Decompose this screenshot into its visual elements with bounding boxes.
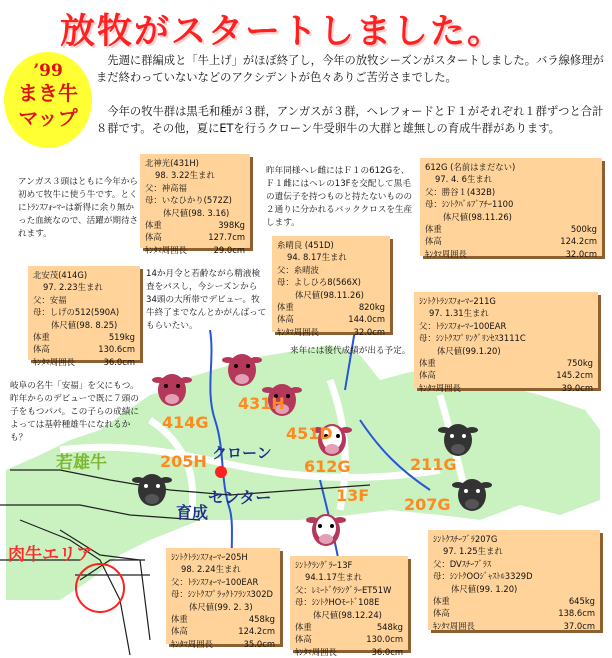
card-father: 父：ﾄﾗﾝｽﾌｫｰﾏｰ100EAR [419, 320, 507, 331]
card-13f [290, 556, 408, 657]
stat-label: 体高 [433, 608, 450, 619]
card-measure-date: 体尺値(98. 8.25) [51, 319, 118, 330]
stat-value: 144.0cm [348, 314, 385, 325]
card-414g [28, 266, 140, 367]
stat-value: 32.0cm [565, 248, 597, 259]
stat-value: 130.0cm [366, 634, 403, 645]
stat-label: 体重 [277, 302, 294, 313]
stat-label: ｷﾝﾀﾏ周囲長 [433, 620, 475, 631]
stat-label: ｷﾝﾀﾏ周囲長 [295, 646, 337, 657]
card-born: 97. 1.31生まれ [429, 308, 489, 319]
card-born: 97. 4. 6生まれ [435, 174, 493, 185]
stat-label: 体重 [171, 614, 188, 625]
card-father: 父：ﾚﾐｰﾄﾞｳﾗﾝｸﾞﾗｰET51W [295, 584, 392, 595]
card-mother: 母：しげの512(590A) [33, 307, 120, 318]
card-title: 北安茂(414G) [33, 270, 88, 280]
note-hereford: 昨年同様ヘレ雌にはＦ１の612Gを、Ｆ１雌にはヘレの13Fを交配して黒毛の遺伝子を持つものと持たないものの２通りに分かれるバッククロスを生産します。 [266, 166, 413, 228]
stat-value: 36.0cm [103, 356, 135, 367]
stat-value: 35.0cm [243, 638, 275, 649]
card-father: 父：勝谷１(432B) [425, 186, 496, 197]
card-measure-date: 体尺値(98.12.24) [313, 609, 382, 620]
card-measure-date: 体尺値(98.11.26) [443, 211, 512, 222]
card-measure-date: 体尺値(98.11.26) [295, 289, 364, 300]
stat-label: 体重 [145, 220, 162, 231]
card-father: 父：安福 [33, 294, 67, 305]
card-born: 98. 2.24生まれ [181, 564, 241, 575]
stat-label: 体高 [171, 626, 188, 637]
stat-label: ｷﾝﾀﾏ周囲長 [277, 326, 319, 337]
card-title: 北神光(431H) [145, 158, 199, 168]
stat-label: ｷﾝﾀﾏ周囲長 [145, 244, 187, 255]
stat-value: 130.6cm [98, 344, 135, 355]
card-title: ｼﾝﾄｸﾗﾝｸﾞﾗｰ13F [295, 560, 353, 570]
label-center: センター [208, 488, 272, 507]
card-mother: 母：ｼﾝﾄｸｽﾌﾟﾗｯｸﾄﾌﾗﾝｽ302D [171, 589, 273, 600]
card-title: ｼﾝﾄｸﾄﾗﾝｽﾌｫｰﾏｰ211G [419, 296, 496, 306]
card-measure-date: 体尺値(98. 3.16) [163, 207, 230, 218]
card-father: 父：糸晴波 [277, 264, 319, 275]
stat-value: 36.0cm [371, 646, 403, 657]
stat-value: 398Kg [218, 220, 245, 231]
stat-label: ｷﾝﾀﾏ周囲長 [171, 638, 213, 649]
card-mother: 母：ｼﾝﾄｸｽﾌﾟﾘﾝｸﾞﾘﾝｾｽ3111C [419, 333, 526, 344]
stat-label: 体重 [295, 622, 312, 633]
label-207g: 207G [404, 495, 451, 514]
card-title: 糸晴良 (451D) [277, 240, 334, 250]
page-title: 放牧がスタートしました。 [60, 12, 505, 52]
stat-value: 39.0cm [561, 382, 593, 393]
stat-value: 458kg [248, 614, 275, 625]
card-born: 97. 1.25生まれ [443, 546, 503, 557]
card-mother: 母：ｼﾝﾄｸﾊﾞﾙﾌﾞｱﾁｰ1100 [425, 199, 514, 210]
label-205h: 205H [160, 452, 207, 471]
label-451d: 451D [286, 424, 333, 443]
card-father: 父：ﾄﾗﾝｽﾌｫｰﾏｰ100EAR [171, 576, 259, 587]
stat-label: ｷﾝﾀﾏ周囲長 [33, 356, 75, 367]
stat-value: 124.2cm [238, 626, 275, 637]
card-measure-date: 体尺値(99. 2. 3) [189, 601, 253, 612]
stat-label: 体高 [425, 236, 442, 247]
stat-label: 体高 [295, 634, 312, 645]
card-measure-date: 体尺値(99. 1.20) [451, 583, 518, 594]
card-father: 父：DVｽﾁｰﾌﾞﾗｽ [433, 558, 492, 569]
note-angus: アンガス３頭はともに今年から初めて牧牛に使う牛です。とくにﾄﾗﾝｽﾌｫｰﾏｰは新得に余り無かった血統なので、活躍が期待されます。 [18, 177, 139, 239]
stat-value: 750kg [566, 358, 593, 369]
card-born: 97. 2.23生まれ [43, 282, 103, 293]
card-title: ｼﾝﾄｸﾄﾗﾝｽﾌｫｰﾏｰ205H [171, 552, 248, 562]
label-ikusei: 育成 [176, 503, 209, 522]
label-431h: 431H [238, 394, 285, 413]
label-414g: 414G [162, 413, 209, 432]
stat-value: 138.6cm [558, 608, 595, 619]
label-nikugyu-area: 肉牛エリア [8, 545, 93, 565]
label-clone: クローン [212, 444, 272, 462]
stat-value: 37.0cm [563, 620, 595, 631]
badge-line-3: マップ [18, 106, 78, 130]
stat-label: 体高 [419, 370, 436, 381]
card-title: ｼﾝﾄｸｽﾁｰﾌﾞﾗ207G [433, 534, 498, 544]
stat-value: 519kg [108, 332, 135, 343]
cow-13f-icon [306, 514, 346, 546]
badge-line-2: まき牛 [18, 81, 78, 105]
card-mother: 母：よしひろ8(566X) [277, 277, 361, 288]
stat-value: 145.2cm [556, 370, 593, 381]
note-bull-14-months: 14か月令と若齢ながら精液検査をパスし，今シーズンから34頭の大所帯でデビュー。牧牛終了までなんとかがんばってもらいたい。 [146, 269, 267, 331]
stat-label: ｷﾝﾀﾏ周囲長 [425, 248, 467, 259]
card-mother: 母：いなひかり(572Z) [145, 195, 232, 206]
card-mother: 母：ｼﾝﾄｸOOｼﾞｬｽﾄﾙ3329D [433, 571, 533, 582]
card-205h [166, 548, 280, 649]
card-title: 612G (名前はまだない) [425, 162, 516, 172]
stat-value: 820kg [358, 302, 385, 313]
center-marker [215, 466, 227, 478]
stat-value: 32.0cm [353, 326, 385, 337]
card-207g [428, 530, 600, 630]
card-612g [420, 158, 602, 259]
label-wakaousi: 若雄牛 [56, 453, 107, 473]
badge-year: ’99 [33, 61, 63, 81]
note-future-results: 来年には後代成績が出る予定。 [290, 346, 411, 356]
stat-label: 体高 [145, 232, 162, 243]
card-born: 94. 8.17生まれ [287, 252, 347, 263]
card-father: 父：神高福 [145, 182, 187, 193]
stat-label: 体高 [277, 314, 294, 325]
stat-label: 体高 [33, 344, 50, 355]
stat-value: 645kg [568, 596, 595, 607]
label-612g: 612G [304, 457, 351, 476]
stat-label: 体重 [33, 332, 50, 343]
card-451d [272, 236, 390, 337]
stat-label: 体重 [433, 596, 450, 607]
card-born: 98. 3.22生まれ [155, 170, 215, 181]
card-211g [414, 292, 598, 393]
card-measure-date: 体尺値(99.1.20) [437, 345, 501, 356]
stat-label: 体重 [425, 224, 442, 235]
stat-label: ｷﾝﾀﾏ周囲長 [419, 382, 461, 393]
label-13f: 13F [336, 486, 370, 505]
stat-value: 124.2cm [560, 236, 597, 247]
label-211g: 211G [410, 455, 457, 474]
stat-value: 548kg [376, 622, 403, 633]
card-born: 94.1.17生まれ [305, 572, 363, 583]
stat-value: 29.0cm [213, 244, 245, 255]
note-gifu-yasufuku: 岐阜の名牛「安福」を父にもつ。昨年からのデビューで既に７頭の子をもつパパ。この子らの成績によっては基幹種雄牛になれるかも？ [10, 381, 139, 443]
card-mother: 母：ｼﾝﾄｸHOﾓｰﾄﾞ108E [295, 597, 380, 608]
card-431h [140, 154, 250, 255]
stat-value: 500kg [570, 224, 597, 235]
stat-label: 体重 [419, 358, 436, 369]
stat-value: 127.7cm [208, 232, 245, 243]
intro-paragraph-2: 今年の牧牛群は黒毛和種が３群，アンガスが３群，ヘレフォードとＦ１がそれぞれ１群ずつと合計８群です。その他，夏にETを行うクローン牛受卵牛の大群と雄無しの育成牛群があります。 [96, 105, 604, 135]
intro-paragraph-1: 先週に群編成と「牛上げ」がほぼ終了し，今年の放牧シーズンがスタートしました。バラ線修理がまだ終わっていないなどのアクシデントが色々ありご苦労さまでした。 [96, 54, 604, 84]
